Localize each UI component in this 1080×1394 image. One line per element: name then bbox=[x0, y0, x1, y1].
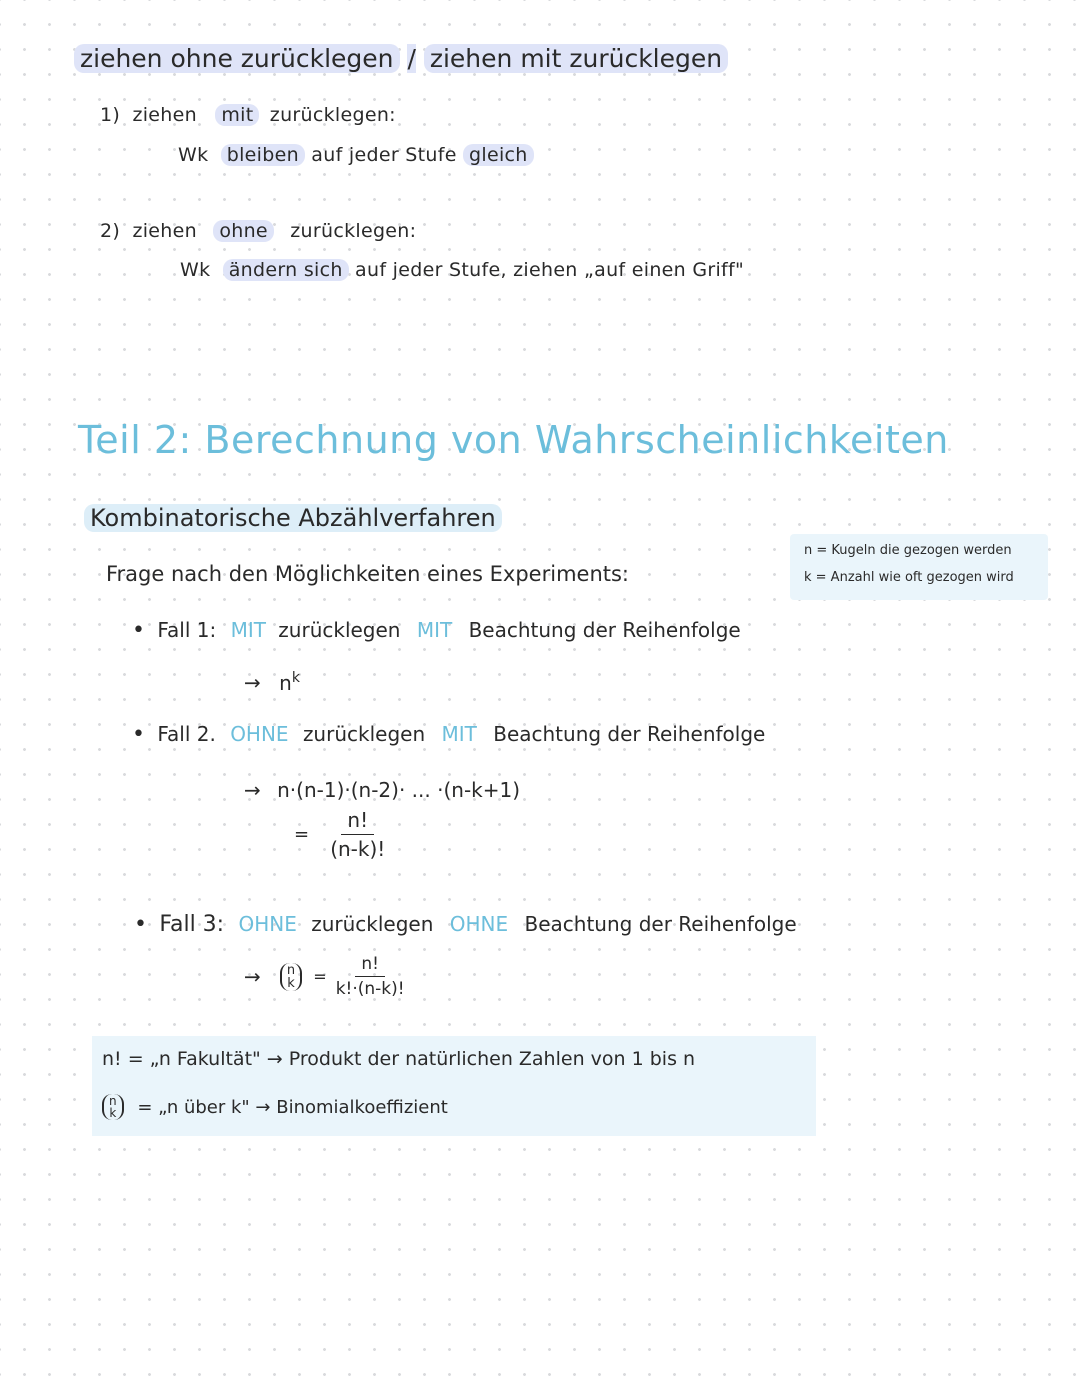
item-2-heading bbox=[100, 220, 416, 242]
case-2-fraction-row bbox=[294, 808, 385, 861]
case-1-label: Fall 1: bbox=[157, 618, 217, 642]
case-3-binom-top: n bbox=[286, 962, 296, 978]
case-1-bullet: • bbox=[132, 618, 145, 643]
item-2-detail bbox=[180, 259, 744, 281]
case-2-keyword-2: MIT bbox=[441, 722, 477, 746]
case-1-formula bbox=[244, 670, 300, 695]
case-3-formula bbox=[244, 954, 405, 999]
item-2-detail-pre: Wk bbox=[180, 259, 211, 281]
item-1-detail bbox=[178, 144, 534, 166]
title-left: ziehen ohne zurücklegen bbox=[74, 44, 400, 73]
item-2-number: 2) bbox=[100, 220, 121, 242]
item-1-highlight: mit bbox=[215, 104, 259, 126]
case-2-equals: = bbox=[294, 824, 310, 845]
item-2-highlight: ohne bbox=[213, 220, 274, 242]
case-1-rest: Beachtung der Reihenfolge bbox=[468, 618, 741, 642]
item-1-number: 1) bbox=[100, 104, 121, 126]
case-2 bbox=[132, 722, 765, 747]
case-3-mid: zurücklegen bbox=[311, 912, 434, 936]
case-2-keyword-1: OHNE bbox=[230, 722, 289, 746]
case-3-bullet: • bbox=[134, 912, 147, 937]
case-2-formula bbox=[244, 778, 520, 802]
section-heading bbox=[84, 504, 502, 532]
case-2-fraction-denominator: (n-k)! bbox=[330, 837, 386, 861]
item-1-detail-hl1: bleiben bbox=[221, 144, 305, 166]
case-1-formula-exp: k bbox=[291, 670, 300, 686]
part-2-heading: Teil 2: Berechnung von Wahrscheinlichkeiten bbox=[78, 418, 949, 462]
item-1-detail-hl2: gleich bbox=[463, 144, 534, 166]
case-2-formula-product: n·(n-1)·(n-2)· ... ·(n-k+1) bbox=[277, 778, 521, 802]
legend-n: n = Kugeln die gezogen werden bbox=[804, 543, 1012, 558]
item-2-detail-rest: auf jeder Stufe, ziehen „auf einen Griff" bbox=[355, 259, 745, 281]
case-2-mid: zurücklegen bbox=[302, 722, 426, 746]
case-1-mid: zurücklegen bbox=[278, 618, 401, 642]
case-2-rest: Beachtung der Reihenfolge bbox=[493, 722, 766, 746]
case-3-fraction-numerator: n! bbox=[355, 954, 385, 977]
case-3-binom-bottom: k bbox=[287, 975, 295, 991]
item-2-word2: zurücklegen: bbox=[290, 220, 417, 242]
case-3-equals: = bbox=[313, 967, 327, 986]
item-1-heading bbox=[100, 104, 396, 126]
page-title bbox=[74, 44, 728, 73]
case-1 bbox=[132, 618, 741, 643]
case-3-label: Fall 3: bbox=[159, 912, 225, 937]
case-3 bbox=[134, 912, 797, 937]
case-1-keyword-2: MIT bbox=[416, 618, 453, 642]
case-3-keyword-1: OHNE bbox=[238, 912, 297, 936]
definition-binom-bottom: k bbox=[109, 1106, 117, 1120]
definition-binomial-text: = „n über k" → Binomialkoeffizient bbox=[137, 1096, 448, 1118]
case-3-rest: Beachtung der Reihenfolge bbox=[524, 912, 797, 936]
title-separator: / bbox=[407, 44, 416, 73]
item-1-word1: ziehen bbox=[132, 104, 197, 126]
case-2-fraction bbox=[330, 808, 385, 861]
definition-binom-top: n bbox=[109, 1094, 117, 1108]
case-2-arrow: → bbox=[244, 778, 261, 802]
definition-binomial-symbol bbox=[102, 1094, 124, 1120]
item-2-detail-hl1: ändern sich bbox=[223, 259, 349, 281]
case-3-arrow: → bbox=[244, 964, 261, 989]
definitions-box bbox=[92, 1036, 816, 1136]
case-3-binomial bbox=[280, 963, 302, 991]
case-2-bullet: • bbox=[132, 722, 145, 747]
title-right: ziehen mit zurücklegen bbox=[424, 44, 728, 73]
question-text: Frage nach den Möglichkeiten eines Experiments: bbox=[106, 562, 630, 586]
section-heading-text: Kombinatorische Abzählverfahren bbox=[84, 504, 502, 532]
legend-k: k = Anzahl wie oft gezogen wird bbox=[804, 570, 1014, 585]
case-3-fraction bbox=[336, 954, 405, 999]
item-1-word2: zurücklegen: bbox=[269, 104, 396, 126]
case-1-arrow: → bbox=[244, 670, 261, 695]
case-1-formula-base: n bbox=[279, 670, 292, 695]
item-1-detail-mid: auf jeder Stufe bbox=[311, 144, 457, 166]
case-3-fraction-denominator: k!·(n-k)! bbox=[335, 979, 405, 999]
case-2-label: Fall 2. bbox=[157, 722, 216, 746]
case-1-keyword-1: MIT bbox=[230, 618, 266, 642]
item-1-detail-pre: Wk bbox=[178, 144, 209, 166]
case-3-keyword-2: OHNE bbox=[449, 912, 509, 936]
definition-binomial bbox=[102, 1094, 448, 1120]
variable-legend bbox=[790, 534, 1048, 600]
item-2-word1: ziehen bbox=[132, 220, 197, 242]
definition-factorial: n! = „n Fakultät" → Produkt der natürlichen Zahlen von 1 bis n bbox=[102, 1048, 696, 1070]
case-2-fraction-numerator: n! bbox=[341, 808, 374, 835]
